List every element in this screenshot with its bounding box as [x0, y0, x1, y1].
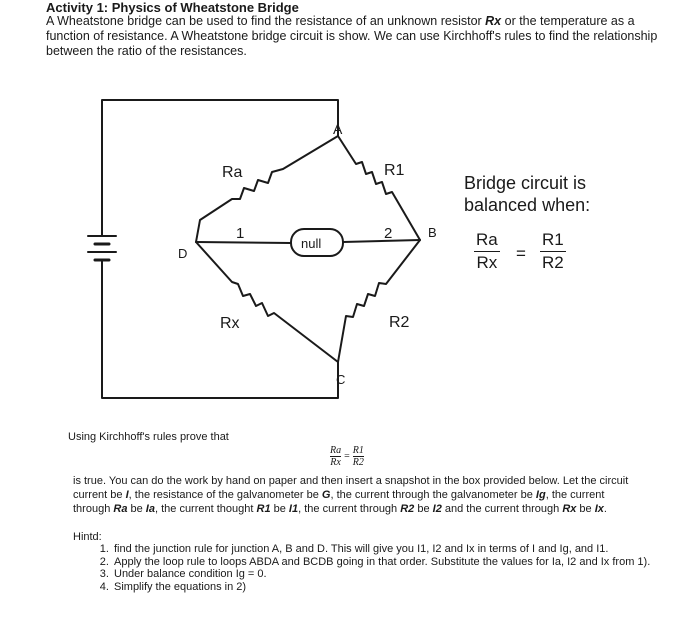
hint-list	[88, 543, 672, 593]
ratio-equation: $\frac{Ra}{Rx}$ = $\frac{R1}{R2}$	[330, 445, 364, 468]
branch-rx	[196, 242, 338, 362]
galvanometer-label: null	[301, 236, 322, 251]
r1-label: R1	[384, 162, 405, 179]
intro-paragraph: A Wheatstone bridge can be used to find the resistance of an unknown resistor Rx or the temperature as a function of resistance. A Wheatstone bridge circuit is show. We can use Kirchhoff's rules to find the relationship between the ratio of the resistances.	[46, 14, 658, 58]
node-a-label: A	[333, 121, 343, 137]
fraction-ra-rx: $\frac{Ra}{Rx}$	[476, 230, 498, 272]
hint-item: 2. Apply the loop rule to loops ABDA and BCDB going in that order. Substitute the values for Ia, I2 and Ix from 1).	[112, 556, 672, 569]
r2-label: R2	[389, 314, 410, 331]
branch-r2	[338, 240, 420, 362]
hint-item: 1. find the junction rule for junction A, B and D. This will give you I1, I2 and Ix in terms of I and Ig, and I1.	[112, 543, 672, 556]
junction-2-label: 2	[384, 225, 393, 242]
balance-caption: Bridge circuit is balanced when:	[464, 173, 591, 215]
branch-r1	[338, 136, 420, 240]
rx-label: Rx	[220, 315, 240, 332]
activity-title: Activity 1: Physics of Wheatstone Bridge	[46, 0, 299, 15]
hint-item: 4. Simplify the equations in 2)	[112, 581, 672, 594]
rx-symbol: Rx	[485, 14, 502, 28]
prove-statement: Using Kirchhoff's rules prove that	[68, 431, 229, 443]
hint-item: 3. Under balance condition Ig = 0.	[112, 568, 672, 581]
balance-equation	[464, 230, 594, 286]
ra-label: Ra	[222, 164, 243, 181]
hint-heading: Hintd:	[73, 531, 102, 543]
junction-1-label: 1	[236, 225, 245, 242]
node-b-label: B	[428, 225, 437, 240]
fraction-r1-r2: $\frac{R1}{R2}$	[542, 230, 564, 272]
branch-ra	[196, 136, 338, 242]
bridge-wire-right	[343, 240, 420, 242]
equals-sign: =	[516, 244, 526, 263]
node-d-label: D	[178, 246, 188, 261]
instructions-paragraph: is true. You can do the work by hand on paper and then insert a snapshot in the box provided below. Let the circuit current be I, the resistance of the galvanometer be G, the current through the galvanometer be Ig, the current through Ra be Ia, the current thought R1 be I1, the current through R2 be I2 and the current through Rx be Ix.	[73, 475, 629, 515]
node-c-label: C	[336, 372, 346, 387]
bridge-wire-left	[196, 242, 291, 243]
